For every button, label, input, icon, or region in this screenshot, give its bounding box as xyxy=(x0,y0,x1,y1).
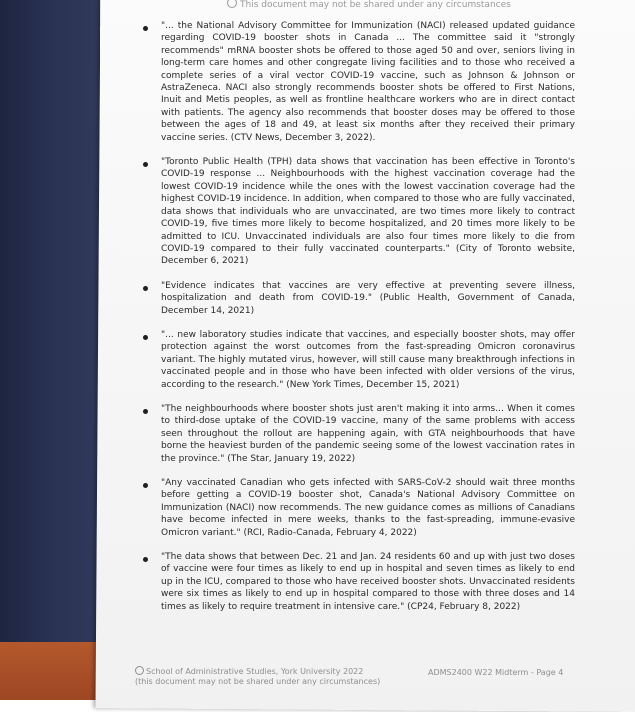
list-item xyxy=(143,329,575,391)
quote-text: "The neighbourhoods where booster shots just aren't making it into arms... When it comes to third-dose uptake of the COVID-19 vaccine, many of the same problems with access seen throughout the rollout are happening again, with GTA neighbourhoods that have borne the heaviest burden of the pandemic seeing some of the lowest vaccination rates in the province." (The Star, January 19, 2022) xyxy=(161,403,575,464)
binder-background xyxy=(0,0,100,700)
quote-text: "Evidence indicates that vaccines are very effective at preventing severe illness, hospitalization and death from COVID-19." (Public Health, Government of Canada, December 14, 2021) xyxy=(161,280,575,316)
quote-text: "The data shows that between Dec. 21 and Jan. 24 residents 60 and up with just two doses of vaccine were four times as likely to end up in hospital and seven times as likely to end up in the ICU, compared to those who have received booster shots. Unvaccinated residents were six times as likely to end up in hospital compared to those with three doses and 14 times as likely to require treatment in intensive care." (CP24, February 8, 2022) xyxy=(161,552,575,612)
list-item xyxy=(143,156,575,268)
bullet-icon xyxy=(143,26,148,31)
bullet-icon xyxy=(143,557,148,562)
footer-line-2: (this document may not be shared under any circumstances) xyxy=(135,677,381,686)
bullet-icon xyxy=(143,409,148,414)
list-item xyxy=(143,280,575,317)
footer-copyright xyxy=(135,666,380,687)
bullet-icon xyxy=(143,286,148,291)
desk-surface xyxy=(0,642,110,700)
list-item xyxy=(143,20,575,144)
quote-text: "... new laboratory studies indicate that vaccines, and especially booster shots, may offer protection against the worst outcomes from the fast-spreading Omicron coronavirus variant. The highly mutated virus, however, will still cause many breakthrough infections in vaccinated people and in those who have been infected with older versions of the virus, according to the research." (New York Times, December 15, 2021) xyxy=(161,329,575,390)
header-note xyxy=(227,0,511,10)
list-item xyxy=(143,403,575,465)
list-item xyxy=(143,477,575,539)
copyright-icon xyxy=(135,666,144,675)
quote-text: "... the National Advisory Committee for Immunization (NACI) released updated guidance regarding COVID-19 booster shots in Canada ... The committee said it "strongly recommends" mRNA booster shots be offered to those aged 50 and over, seniors living in long-term care homes and other congregate living facilities and to those who received a complete series of a viral vector COVID-19 vaccine, such as Johnson & Johnson or AstraZeneca. NACI also strongly recommends booster shots be offered to First Nations, Inuit and Metis peoples, as well as frontline healthcare workers who are in direct contact with patients. The agency also recommends that booster doses may be offered to those between the ages of 18 and 49, at least six months after they received their primary vaccine series. (CTV News, December 3, 2022). xyxy=(161,21,575,143)
quote-text: "Any vaccinated Canadian who gets infected with SARS-CoV-2 should wait three months before getting a COVID-19 booster shot, Canada's National Advisory Committee on Immunization (NACI) now recommends. The new guidance comes as millions of Canadians have become infected in mere weeks, thanks to the fast-spreading, immune-evasive Omicron variant." (RCI, Radio-Canada, February 4, 2022) xyxy=(161,478,575,538)
bullet-icon xyxy=(143,483,148,488)
bullet-icon xyxy=(143,162,148,167)
footer-page-label: ADMS2400 W22 Midterm - Page 4 xyxy=(428,668,564,677)
copyright-icon xyxy=(227,0,237,8)
list-item xyxy=(143,551,575,613)
header-note-text: This document may not be shared under any circumstances xyxy=(240,0,511,10)
bullet-icon xyxy=(143,335,148,340)
footer-line-1: School of Administrative Studies, York University 2022 xyxy=(135,666,380,677)
quote-list xyxy=(143,20,575,625)
quote-text: "Toronto Public Health (TPH) data shows that vaccination has been effective in Toronto's COVID-19 response ... Neighbourhoods with the highest vaccination coverage had the lowest COVID-19 incidence while the ones with the lowest vaccination coverage had the highest COVID-19 incidence. In addition, when compared to those who are fully vaccinated, data shows that individuals who are unvaccinated, are two times more likely to contract COVID-19, five times more likely to become hospitalized, and 20 times more likely to be admitted to ICU. Unvaccinated individuals are also four times more likely to die from COVID-19 compared to their fully vaccinated counterparts." (City of Toronto website, December 6, 2021) xyxy=(161,157,575,267)
